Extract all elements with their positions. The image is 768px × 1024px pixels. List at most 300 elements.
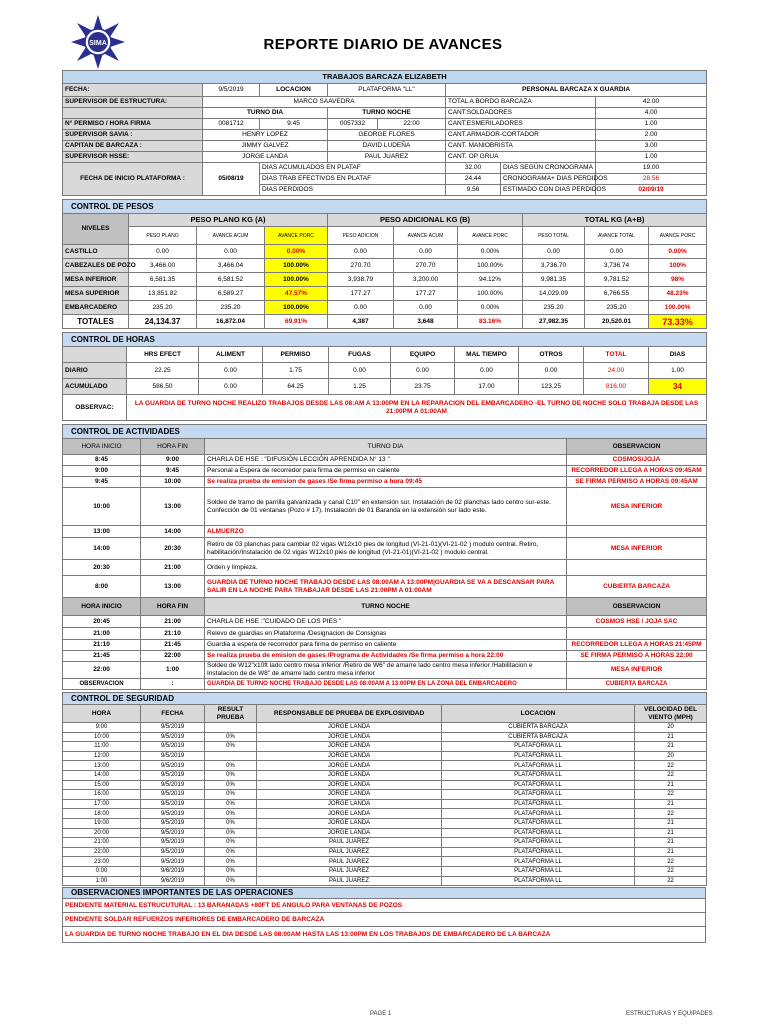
totals-cell: 4,387 bbox=[328, 315, 394, 329]
horas-cell: 123.25 bbox=[519, 379, 584, 395]
actividades-section-title: CONTROL DE ACTIVIDADES bbox=[63, 425, 707, 439]
pesos-section-title: CONTROL DE PESOS bbox=[63, 200, 707, 214]
fecha-label: FECHA: bbox=[63, 84, 203, 97]
personal-label: CANT.ESMERILADORES bbox=[446, 119, 596, 130]
seguridad-col: RESPONSABLE DE PRUEBA DE EXPLOSIVIDAD bbox=[257, 705, 442, 723]
personal-label: CANT. OP GRUA bbox=[446, 152, 596, 163]
dias-value: 9.56 bbox=[446, 185, 501, 196]
pesos-cell: 100.00% bbox=[265, 259, 328, 273]
seguridad-row bbox=[63, 847, 707, 857]
supervisor-label: SUPERVISOR DE ESTRUCTURA: bbox=[63, 97, 203, 108]
horas-cell: 1.25 bbox=[329, 379, 391, 395]
pesos-cell: 9,981.35 bbox=[523, 273, 585, 287]
seguridad-cell: PLATAFORMA LL bbox=[442, 818, 635, 828]
cronograma-label: DIAS SEGÚN CRONOGRAMA bbox=[501, 163, 596, 174]
page-title: REPORTE DIARIO DE AVANCES bbox=[263, 36, 503, 53]
sub-header: AVANCE TOTAL bbox=[585, 227, 649, 245]
actividad-row bbox=[63, 651, 707, 662]
observacion-location: CUBIERTA BARCAZA bbox=[567, 679, 707, 690]
seguridad-cell: 22 bbox=[635, 770, 707, 780]
seguridad-cell: 10:00 bbox=[63, 732, 141, 742]
actividad-text: Retiro de 03 planchas para cambiar 02 vigas W12x10 pies de longitud (VI-21-01)(VI-21-02 ) modulo central. Retiro, habilitación/Instalación de 02 vigas W12x10 pies de longitud (VI-21-01)(VI-21-02 ) modulo central. bbox=[205, 538, 567, 560]
seguridad-row bbox=[63, 866, 707, 876]
seguridad-cell: 17:00 bbox=[63, 799, 141, 809]
dias-label: DIAS TRAB EFECTIVOS EN PLATAF bbox=[260, 174, 446, 185]
seguridad-cell: PLATAFORMA LL bbox=[442, 742, 635, 752]
seguridad-cell: 9/5/2019 bbox=[141, 809, 205, 819]
horas-cell: 24.00 bbox=[584, 363, 649, 379]
pesos-cell: 98% bbox=[649, 273, 707, 287]
actividad-text: Orden y limpieza. bbox=[205, 560, 567, 576]
seguridad-row bbox=[63, 751, 707, 761]
seguridad-cell: 9/5/2019 bbox=[141, 761, 205, 771]
actividad-row bbox=[63, 477, 707, 488]
seguridad-cell: 1:00 bbox=[63, 876, 141, 886]
seguridad-cell: 9/5/2019 bbox=[141, 857, 205, 867]
horas-cell: 1.00 bbox=[649, 363, 707, 379]
locacion-value: PLATAFORMA "LL" bbox=[328, 84, 446, 97]
observaciones-table bbox=[62, 887, 706, 943]
seguridad-cell: 18:00 bbox=[63, 809, 141, 819]
seguridad-cell: 20:00 bbox=[63, 828, 141, 838]
actividad-observacion: RECORREDOR LLEGA A HORAS 09:45AM bbox=[567, 466, 707, 477]
hsse-label: SUPERVISOR HSSE: bbox=[63, 152, 203, 163]
actividades-table bbox=[62, 424, 707, 690]
horas-cell: 0.00 bbox=[519, 363, 584, 379]
pesos-cell: 6,581.35 bbox=[129, 273, 197, 287]
horas-cell: 1.75 bbox=[263, 363, 329, 379]
seguridad-row bbox=[63, 857, 707, 867]
seguridad-cell: JORGE LANDA bbox=[257, 828, 442, 838]
sub-header: PESO ADICION bbox=[328, 227, 394, 245]
pesos-cell: 3,736.74 bbox=[585, 259, 649, 273]
seguridad-cell: 0% bbox=[205, 780, 257, 790]
actividad-observacion: CUBIERTA BARCAZA bbox=[567, 576, 707, 598]
pesos-cell: 270.70 bbox=[394, 259, 458, 273]
seguridad-cell: 0% bbox=[205, 809, 257, 819]
actividad-row bbox=[63, 616, 707, 628]
seguridad-col: LOCACION bbox=[442, 705, 635, 723]
inicio-value: 05/08/19 bbox=[203, 163, 260, 196]
horas-col: EQUIPO bbox=[391, 347, 455, 363]
horas-row-label: DIARIO bbox=[63, 363, 127, 379]
pesos-cell: 9,781.52 bbox=[585, 273, 649, 287]
seguridad-cell: 20 bbox=[635, 751, 707, 761]
cronograma-value: 02/09/19 bbox=[596, 185, 707, 196]
capitan-noche: DAVID LUDEÑA bbox=[328, 141, 446, 152]
seguridad-cell: JORGE LANDA bbox=[257, 732, 442, 742]
seguridad-cell: 22:00 bbox=[63, 847, 141, 857]
cronograma-value: 28.56 bbox=[596, 174, 707, 185]
seguridad-col: FECHA bbox=[141, 705, 205, 723]
horas-col: ALIMENT bbox=[199, 347, 263, 363]
hora-fin: 1:00 bbox=[141, 662, 205, 679]
pesos-cell: 3,938.79 bbox=[328, 273, 394, 287]
actividad-observacion bbox=[567, 526, 707, 538]
actividad-observacion: MESA INFERIOR bbox=[567, 488, 707, 526]
inicio-label: FECHA DE INICIO PLATAFORMA : bbox=[63, 163, 203, 196]
hora-inicio: 20:45 bbox=[63, 616, 141, 628]
seguridad-cell: 9/5/2019 bbox=[141, 838, 205, 848]
actividad-text: Se realiza prueba de emision de gases /Programa de Actividades /Se firma permiso a hora 22:00 bbox=[205, 651, 567, 662]
seguridad-cell: 12:00 bbox=[63, 751, 141, 761]
pesos-cell: 0.00 bbox=[394, 245, 458, 259]
seguridad-cell: JORGE LANDA bbox=[257, 809, 442, 819]
totals-cell: 73.33% bbox=[649, 315, 707, 329]
dias-label: DIAS PERDIDOS bbox=[260, 185, 446, 196]
hora-fin: 21:00 bbox=[141, 616, 205, 628]
actividad-row bbox=[63, 538, 707, 560]
sub-header: PESO PLANO bbox=[129, 227, 197, 245]
seguridad-row bbox=[63, 809, 707, 819]
pesos-cell: 177.27 bbox=[328, 287, 394, 301]
seguridad-cell: 19:00 bbox=[63, 818, 141, 828]
seguridad-cell: 22 bbox=[635, 761, 707, 771]
pesos-row bbox=[63, 259, 707, 273]
capitan-label: CAPITAN DE BARCAZA : bbox=[63, 141, 203, 152]
turno-noche-header: TURNO NOCHE bbox=[205, 598, 567, 616]
hora-fin: 9:45 bbox=[141, 466, 205, 477]
actividad-row bbox=[63, 466, 707, 477]
horas-cell: 0.00 bbox=[329, 363, 391, 379]
seguridad-cell: 11:00 bbox=[63, 742, 141, 752]
pesos-cell: 3,736.70 bbox=[523, 259, 585, 273]
pesos-cell: 13,851.82 bbox=[129, 287, 197, 301]
seguridad-cell: 21 bbox=[635, 799, 707, 809]
hora-dia: 9:45 bbox=[260, 119, 328, 130]
sub-header: AVANCE ACUM bbox=[394, 227, 458, 245]
personal-value: 1.00 bbox=[596, 152, 707, 163]
nivel-label: MESA SUPERIOR bbox=[63, 287, 129, 301]
hsse-dia: JORGE LANDA bbox=[203, 152, 328, 163]
pesos-cell: 270.70 bbox=[328, 259, 394, 273]
seguridad-section-title: CONTROL DE SEGURIDAD bbox=[63, 693, 707, 705]
hora-fin: 21:10 bbox=[141, 628, 205, 640]
seguridad-cell: 21 bbox=[635, 780, 707, 790]
horas-cell: 17.00 bbox=[455, 379, 519, 395]
pesos-cell: 6,581.52 bbox=[197, 273, 265, 287]
actividad-observacion: MESA INFERIOR bbox=[567, 538, 707, 560]
pesos-row bbox=[63, 273, 707, 287]
observacion-item: LA GUARDIA DE TURNO NOCHE TRABAJO EN EL DIA DESDE LAS 08:00AM HASTA LAS 13:00PM EN LOS TRABAJOS DE EMBARCADERO DE LA BARCAZA bbox=[63, 927, 706, 943]
pesos-cell: 0.00% bbox=[458, 245, 523, 259]
hora-fin: 13:00 bbox=[141, 488, 205, 526]
seguridad-cell: 0% bbox=[205, 847, 257, 857]
personal-title: PERSONAL BARCAZA X GUARDIA bbox=[446, 84, 707, 97]
pesos-cell: 94.12% bbox=[458, 273, 523, 287]
sub-header: AVANCE PORC bbox=[649, 227, 707, 245]
observac-text: LA GUARDIA DE TURNO NOCHE REALIZO TRABAJOS DESDE LAS 08:AM A 13:00PM EN LA REPARACION DEL EMBARCADERO -EL TURNO DE NOCHE SOLO TRABAJA DESDE LAS 21:00PM A 01:00AM bbox=[127, 395, 707, 421]
permiso-noche: 0057332 bbox=[328, 119, 378, 130]
observacion-header: OBSERVACION bbox=[567, 598, 707, 616]
seguridad-cell: 0% bbox=[205, 732, 257, 742]
hora-inicio: 14:00 bbox=[63, 538, 141, 560]
totals-cell: 16,872.04 bbox=[197, 315, 265, 329]
personal-value: 1.00 bbox=[596, 119, 707, 130]
pesos-cell: 0.00 bbox=[129, 245, 197, 259]
observacion-label: OBSERVACION bbox=[63, 679, 141, 690]
seguridad-row bbox=[63, 818, 707, 828]
seguridad-cell: PAUL JUAREZ bbox=[257, 866, 442, 876]
seguridad-cell: 21 bbox=[635, 742, 707, 752]
seguridad-cell: PLATAFORMA LL bbox=[442, 876, 635, 886]
pesos-cell: 100.00% bbox=[265, 301, 328, 315]
horas-cell: 34 bbox=[649, 379, 707, 395]
hora-inicio: 8:45 bbox=[63, 455, 141, 466]
seguridad-cell: JORGE LANDA bbox=[257, 723, 442, 733]
pesos-cell: 100.00% bbox=[458, 287, 523, 301]
seguridad-cell: 22 bbox=[635, 876, 707, 886]
pesos-cell: 3,466.00 bbox=[129, 259, 197, 273]
seguridad-cell: CUBIERTA BARCAZA bbox=[442, 732, 635, 742]
seguridad-cell: PLATAFORMA LL bbox=[442, 866, 635, 876]
savia-dia: HENRY LOPEZ bbox=[203, 130, 328, 141]
pesos-cell: 100% bbox=[649, 259, 707, 273]
actividad-text: Soldeo de tramo de parrilla galvanizada y canal C10" en extensión sur. Instalación de 02 planchas lado centro sur-este. Confección de 01 ventanas (Pozo # 17). Instalación de 01 Baranda en la extensión sur lado este. bbox=[205, 488, 567, 526]
personal-value: 3.00 bbox=[596, 141, 707, 152]
seguridad-cell: 21 bbox=[635, 838, 707, 848]
seguridad-table bbox=[62, 692, 707, 886]
horas-col: MAL TIEMPO bbox=[455, 347, 519, 363]
actividad-row bbox=[63, 628, 707, 640]
seguridad-row bbox=[63, 790, 707, 800]
seguridad-cell: 21 bbox=[635, 847, 707, 857]
seguridad-cell: 9/5/2019 bbox=[141, 828, 205, 838]
seguridad-cell: PLATAFORMA LL bbox=[442, 770, 635, 780]
hora-inicio: 13:00 bbox=[63, 526, 141, 538]
pesos-cell: 100.00% bbox=[458, 259, 523, 273]
seguridad-cell: 22 bbox=[635, 857, 707, 867]
observac-label: OBSERVAC: bbox=[63, 395, 127, 421]
pesos-cell: 6,589.27 bbox=[197, 287, 265, 301]
actividad-observacion: COSMOS HSE / JOJA SAC bbox=[567, 616, 707, 628]
hora-inicio: 8:00 bbox=[63, 576, 141, 598]
seguridad-cell: 9/5/2019 bbox=[141, 732, 205, 742]
seguridad-cell: PLATAFORMA LL bbox=[442, 751, 635, 761]
cronograma-value: 19.00 bbox=[596, 163, 707, 174]
info-title: TRABAJOS BARCAZA ELIZABETH bbox=[63, 71, 707, 84]
seguridad-cell: 9/5/2019 bbox=[141, 723, 205, 733]
supervisor-value: MARCO SAAVEDRA bbox=[203, 97, 446, 108]
seguridad-cell: 15:00 bbox=[63, 780, 141, 790]
cronograma-label: ESTIMADO CON DIAS PERDIDOS bbox=[501, 185, 596, 196]
actividad-text: CHARLA DE HSE : "DIFUSIÓN LECCIÓN APRENDIDA N° 13 " bbox=[205, 455, 567, 466]
seguridad-cell: PLATAFORMA LL bbox=[442, 857, 635, 867]
totals-cell: 3,648 bbox=[394, 315, 458, 329]
seguridad-cell: 9/6/2019 bbox=[141, 866, 205, 876]
savia-noche: GEORGE FLORES bbox=[328, 130, 446, 141]
seguridad-row bbox=[63, 828, 707, 838]
actividad-row bbox=[63, 526, 707, 538]
horas-col: DIAS bbox=[649, 347, 707, 363]
seguridad-cell: PAUL JUAREZ bbox=[257, 857, 442, 867]
horas-cell: 816.00 bbox=[584, 379, 649, 395]
hora-fin: 22:00 bbox=[141, 651, 205, 662]
pesos-cell: 100.00% bbox=[265, 273, 328, 287]
info-table bbox=[62, 70, 707, 196]
group-header: PESO ADICIONAL KG (B) bbox=[328, 214, 523, 227]
seguridad-cell: 0% bbox=[205, 761, 257, 771]
actividad-row bbox=[63, 455, 707, 466]
logo-text: SIMA bbox=[89, 40, 107, 47]
totals-label: TOTALES bbox=[63, 315, 129, 329]
totals-cell: 83.16% bbox=[458, 315, 523, 329]
seguridad-cell: 9/5/2019 bbox=[141, 751, 205, 761]
pesos-cell: 3,200.00 bbox=[394, 273, 458, 287]
seguridad-cell: 0% bbox=[205, 799, 257, 809]
page-number: PAGE 1 bbox=[370, 1011, 392, 1017]
nivel-label: CABEZALES DE POZO bbox=[63, 259, 129, 273]
actividad-text: GUARDIA DE TURNO NOCHE TRABAJO DESDE LAS 08:00AM A 13:00PM|GUARDIA SE VA A DESCANSAR PARA SALIR EN LA NOCHE PARA TRABAJAR DESDE LAS 21:00PM A 01:00AM bbox=[205, 576, 567, 598]
pesos-cell: 0.00 bbox=[523, 245, 585, 259]
seguridad-cell: 21 bbox=[635, 818, 707, 828]
totals-cell: 69.91% bbox=[265, 315, 328, 329]
hora-fin: 10:00 bbox=[141, 477, 205, 488]
actividad-row bbox=[63, 576, 707, 598]
seguridad-cell: JORGE LANDA bbox=[257, 780, 442, 790]
personal-value: 4.00 bbox=[596, 108, 707, 119]
actividad-observacion: MESA INFERIOR bbox=[567, 662, 707, 679]
hora-inicio-header: HORA INICIO bbox=[63, 598, 141, 616]
pesos-cell: 0.00% bbox=[649, 245, 707, 259]
seguridad-row bbox=[63, 761, 707, 771]
pesos-table bbox=[62, 199, 707, 329]
horas-section-title: CONTROL DE HORAS bbox=[63, 333, 707, 347]
actividad-text: Relevo de guardias en Plataforma /Designacion de Consignas bbox=[205, 628, 567, 640]
observacion-item: PENDIENTE SOLDAR REFUERZOS INFERIORES DE EMBARCADERO DE BARCAZA bbox=[63, 913, 706, 927]
seguridad-cell: PLATAFORMA LL bbox=[442, 838, 635, 848]
seguridad-cell: 9/5/2019 bbox=[141, 770, 205, 780]
observaciones-section-title: OBSERVACIONES IMPORTANTES DE LAS OPERACIONES bbox=[63, 888, 706, 899]
capitan-dia: JIMMY GALVEZ bbox=[203, 141, 328, 152]
horas-row-label: ACUMULADO bbox=[63, 379, 127, 395]
horas-col: TOTAL bbox=[584, 347, 649, 363]
permiso-dia: 0081712 bbox=[203, 119, 260, 130]
horas-cell: 64.25 bbox=[263, 379, 329, 395]
pesos-cell: 235.20 bbox=[585, 301, 649, 315]
actividad-row bbox=[63, 560, 707, 576]
personal-value: 2.00 bbox=[596, 130, 707, 141]
permiso-label: N° PERMISO / HORA FIRMA bbox=[63, 119, 203, 130]
actividad-observacion: SE FIRMA PERMISO A HORAS 22:00 bbox=[567, 651, 707, 662]
pesos-cell: 47.57% bbox=[265, 287, 328, 301]
hsse-noche: PAUL JUAREZ bbox=[328, 152, 446, 163]
pesos-cell: 0.00 bbox=[328, 301, 394, 315]
hora-noche: 22:00 bbox=[378, 119, 446, 130]
hora-inicio: 9:45 bbox=[63, 477, 141, 488]
seguridad-row bbox=[63, 780, 707, 790]
pesos-cell: 0.00% bbox=[265, 245, 328, 259]
horas-cell: 0.00 bbox=[199, 379, 263, 395]
seguridad-row bbox=[63, 723, 707, 733]
sub-header: AVANCE PORC bbox=[458, 227, 523, 245]
seguridad-cell: PAUL JUAREZ bbox=[257, 876, 442, 886]
hora-inicio: 22:00 bbox=[63, 662, 141, 679]
actividad-observacion: RECORREDOR LLEGA A HORAS 21:45PM bbox=[567, 640, 707, 651]
pesos-cell: 0.00 bbox=[585, 245, 649, 259]
seguridad-cell: 0% bbox=[205, 838, 257, 848]
seguridad-cell: PLATAFORMA LL bbox=[442, 828, 635, 838]
dias-value: 32.00 bbox=[446, 163, 501, 174]
seguridad-cell: PAUL JUAREZ bbox=[257, 847, 442, 857]
seguridad-row bbox=[63, 838, 707, 848]
observacion-item: PENDIENTE MATERIAL ESTRUCUTURAL : 13 BARANADAS +80FT DE ANGULO PARA VENTANAS DE POZOS bbox=[63, 899, 706, 913]
pesos-cell: 0.00 bbox=[328, 245, 394, 259]
personal-label: CANT.SOLDADORES bbox=[446, 108, 596, 119]
seguridad-cell: JORGE LANDA bbox=[257, 799, 442, 809]
seguridad-cell: 21 bbox=[635, 732, 707, 742]
hora-fin: 20:30 bbox=[141, 538, 205, 560]
seguridad-cell: 0% bbox=[205, 770, 257, 780]
seguridad-cell: PLATAFORMA LL bbox=[442, 809, 635, 819]
actividad-text: Soldeo de W12"x10ft lado centro mesa inferior /Retiro de W6" de amarre lado centro mesa inferior /Habilitacion e Instalacion de de W8" de amarre lado centro mesa inferior bbox=[205, 662, 567, 679]
horas-col: OTROS bbox=[519, 347, 584, 363]
actividad-text: Se realiza prueba de emision de gases /Se firma permiso a hora 09:45 bbox=[205, 477, 567, 488]
seguridad-cell: 9:00 bbox=[63, 723, 141, 733]
pesos-cell: 0.00 bbox=[197, 245, 265, 259]
actividad-text: CHARLA DE HSE :"CUIDADO DE LOS PIES " bbox=[205, 616, 567, 628]
actividad-observacion: SE FIRMA PERMISO A HORAS 09:45AM bbox=[567, 477, 707, 488]
seguridad-cell: 0% bbox=[205, 857, 257, 867]
dias-label: DIAS ACUMULADOS EN PLATAF bbox=[260, 163, 446, 174]
seguridad-cell: 22 bbox=[635, 809, 707, 819]
horas-cell: 0.00 bbox=[391, 363, 455, 379]
pesos-cell: 177.27 bbox=[394, 287, 458, 301]
horas-cell: 0.00 bbox=[199, 363, 263, 379]
personal-label: CANT.ARMADOR-CORTADOR bbox=[446, 130, 596, 141]
pesos-cell: 100.00% bbox=[649, 301, 707, 315]
seguridad-cell: 22 bbox=[635, 866, 707, 876]
nivel-label: EMBARCADERO bbox=[63, 301, 129, 315]
company-logo bbox=[70, 14, 126, 70]
niveles-header: NIVELES bbox=[63, 214, 129, 245]
pesos-row bbox=[63, 287, 707, 301]
seguridad-cell: PAUL JUAREZ bbox=[257, 838, 442, 848]
hora-inicio: 9:00 bbox=[63, 466, 141, 477]
seguridad-cell: 9/5/2019 bbox=[141, 847, 205, 857]
actividad-observacion bbox=[567, 628, 707, 640]
hora-fin: 21:45 bbox=[141, 640, 205, 651]
nivel-label: CASTILLO bbox=[63, 245, 129, 259]
seguridad-cell: 9/5/2019 bbox=[141, 780, 205, 790]
seguridad-cell bbox=[205, 751, 257, 761]
actividad-observacion: COSMOS/JOJA bbox=[567, 455, 707, 466]
seguridad-cell: 0% bbox=[205, 876, 257, 886]
seguridad-cell: JORGE LANDA bbox=[257, 818, 442, 828]
seguridad-cell: 0% bbox=[205, 866, 257, 876]
seguridad-cell: 9/5/2019 bbox=[141, 790, 205, 800]
pesos-row bbox=[63, 245, 707, 259]
report-body bbox=[62, 70, 706, 943]
seguridad-col: RESULT PRUEBA bbox=[205, 705, 257, 723]
seguridad-cell: 9/5/2019 bbox=[141, 818, 205, 828]
seguridad-col: VELOCIDAD DEL VIENTO (MPH) bbox=[635, 705, 707, 723]
hora-inicio: 21:10 bbox=[63, 640, 141, 651]
nivel-label: MESA INFERIOR bbox=[63, 273, 129, 287]
pesos-cell: 235.20 bbox=[197, 301, 265, 315]
seguridad-row bbox=[63, 770, 707, 780]
group-header: TOTAL KG (A+B) bbox=[523, 214, 707, 227]
seguridad-cell: 21 bbox=[635, 828, 707, 838]
personal-label: TOTAL A BORDO BARCAZA bbox=[446, 97, 596, 108]
horas-table bbox=[62, 332, 707, 421]
seguridad-cell: 9/6/2019 bbox=[141, 876, 205, 886]
seguridad-cell: JORGE LANDA bbox=[257, 761, 442, 771]
seguridad-cell: 23:00 bbox=[63, 857, 141, 867]
personal-value: 42.00 bbox=[596, 97, 707, 108]
horas-cell: 23.75 bbox=[391, 379, 455, 395]
seguridad-cell: JORGE LANDA bbox=[257, 770, 442, 780]
